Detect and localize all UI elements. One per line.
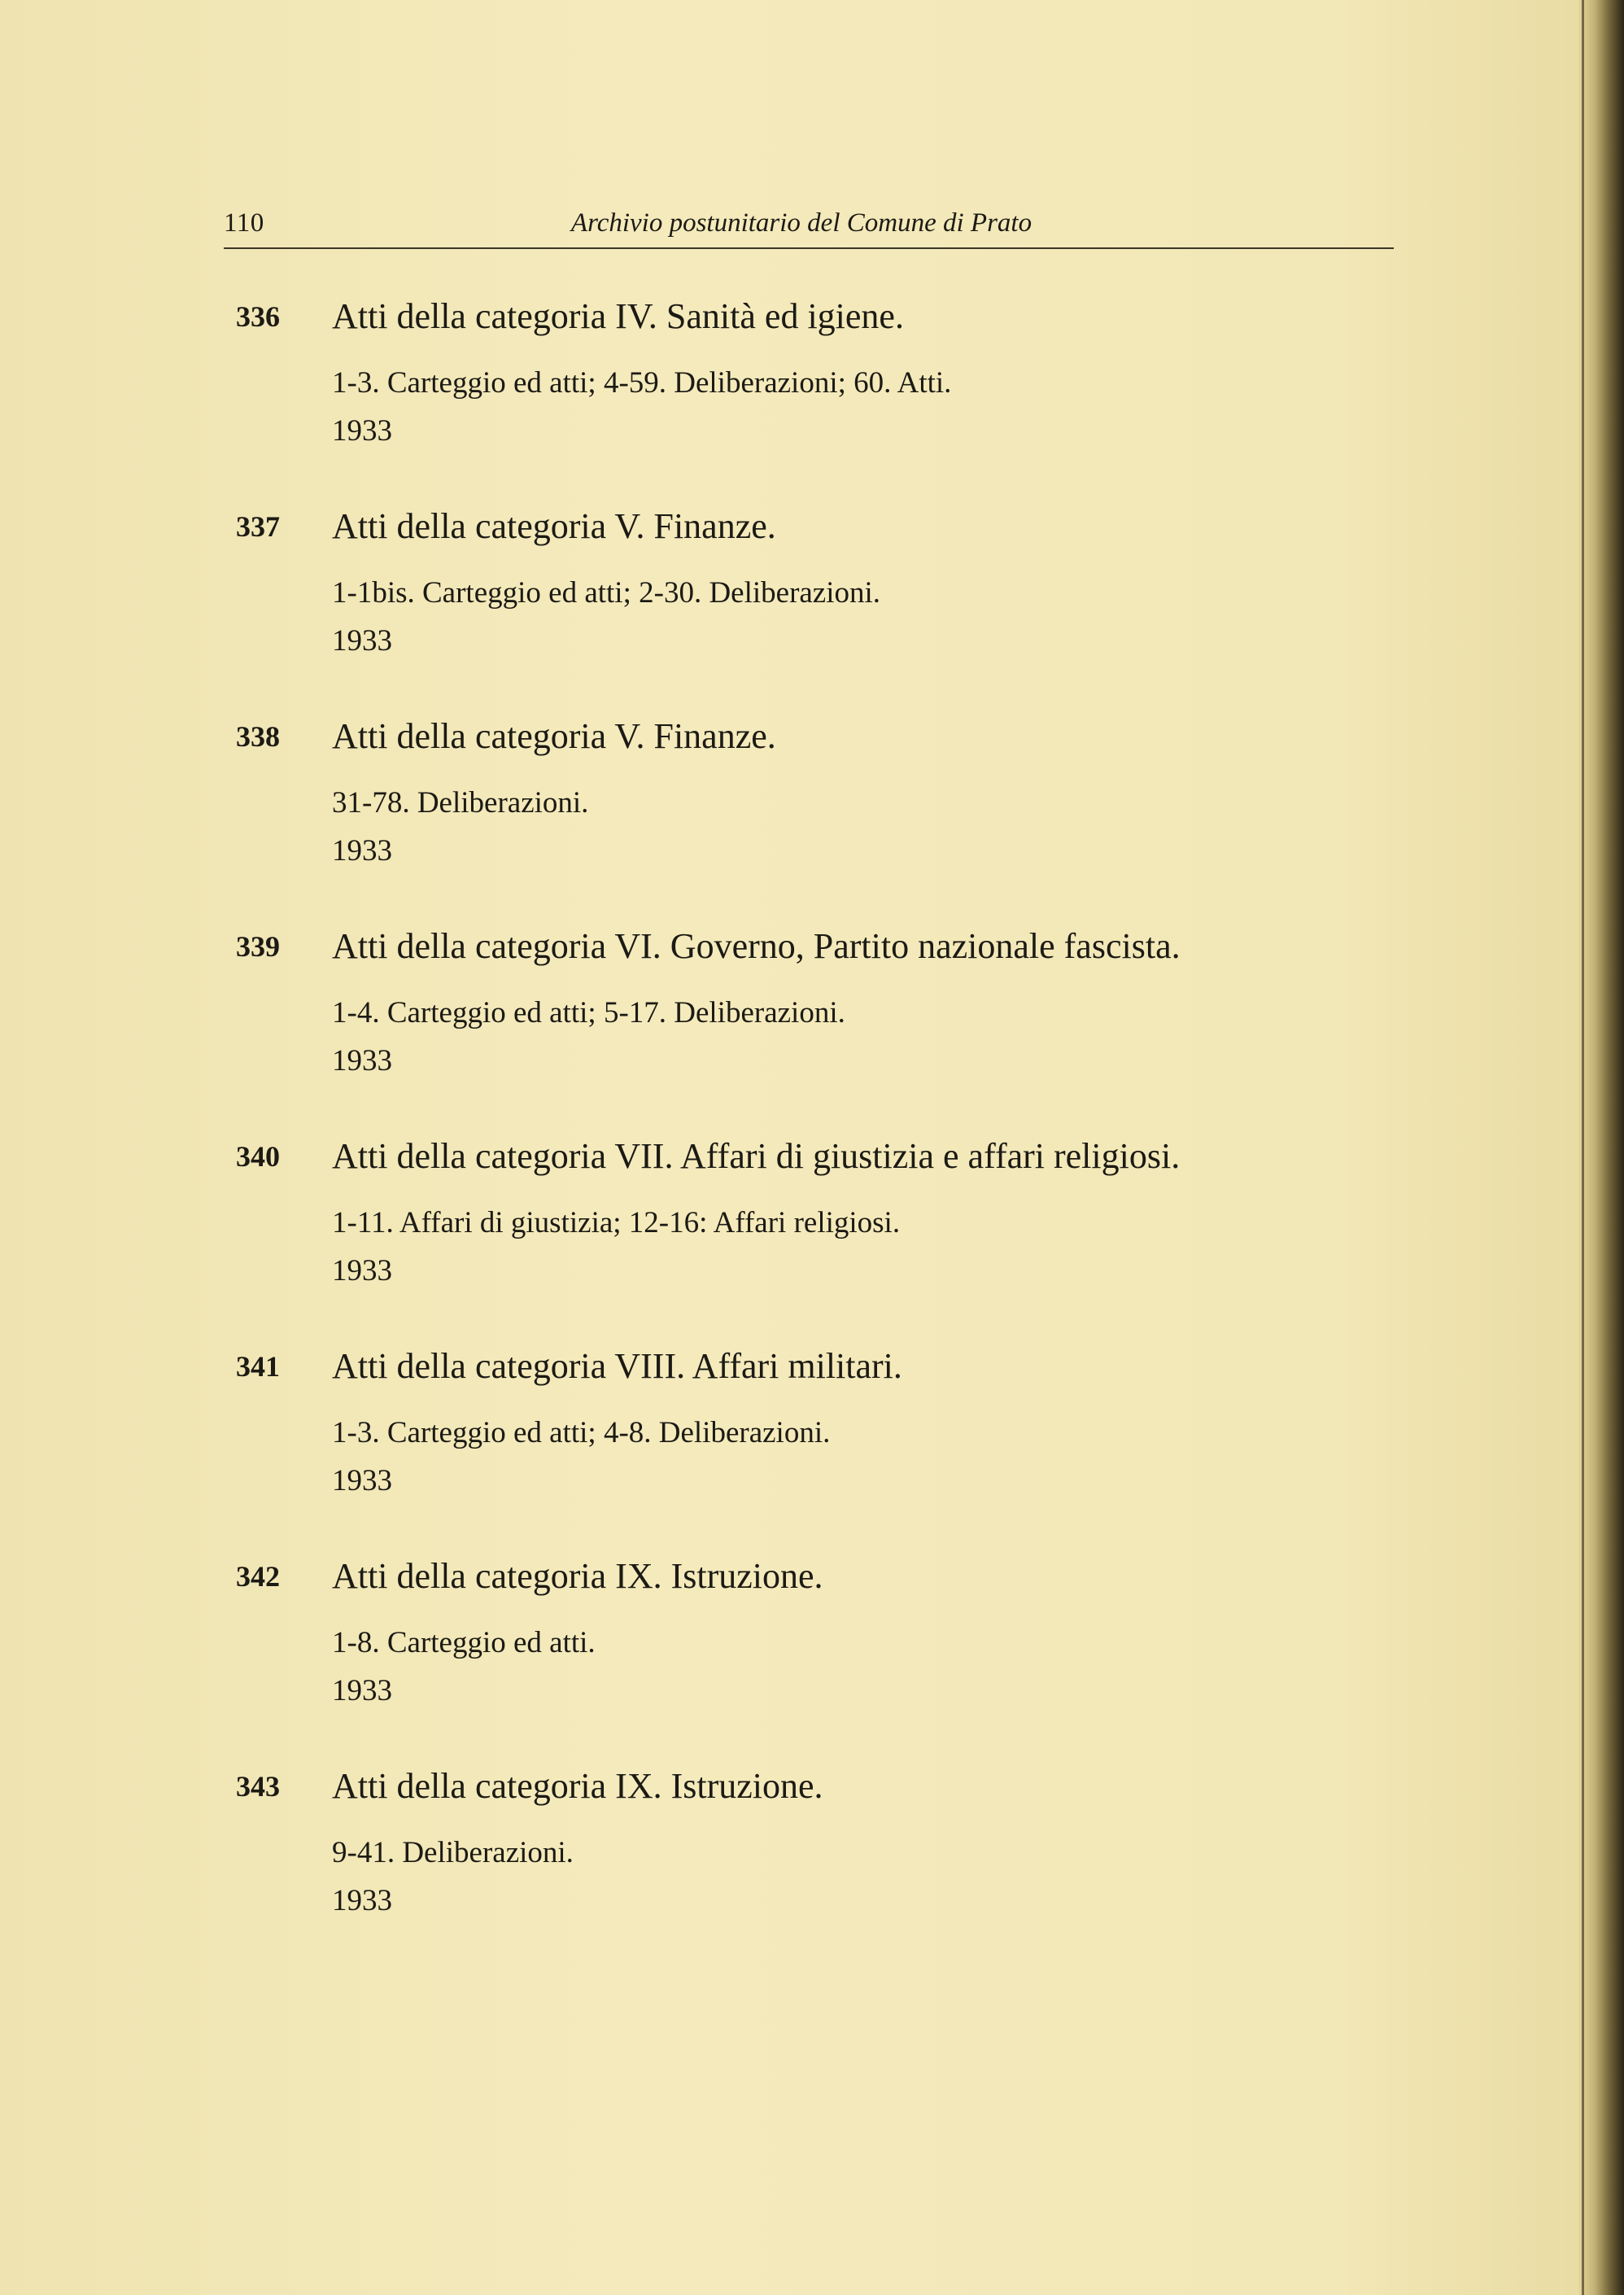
entry-number: 339 bbox=[236, 930, 280, 963]
entry-year: 1933 bbox=[332, 1674, 392, 1707]
book-spine bbox=[1578, 0, 1624, 2295]
entry-title: Atti della categoria IX. Istruzione. bbox=[332, 1766, 823, 1806]
entry-description: 1-1bis. Carteggio ed atti; 2-30. Deliberazioni. bbox=[332, 576, 881, 610]
entry-338 bbox=[236, 717, 1375, 927]
entry-year: 1933 bbox=[332, 834, 392, 868]
entry-description: 1-3. Carteggio ed atti; 4-8. Deliberazioni. bbox=[332, 1416, 831, 1449]
page-header bbox=[224, 202, 1394, 249]
entry-year: 1933 bbox=[332, 1254, 392, 1287]
entry-description: 1-11. Affari di giustizia; 12-16: Affari religiosi. bbox=[332, 1206, 901, 1239]
entry-336 bbox=[236, 297, 1375, 507]
entry-title: Atti della categoria IX. Istruzione. bbox=[332, 1556, 823, 1596]
entry-number: 337 bbox=[236, 510, 280, 543]
entry-year: 1933 bbox=[332, 1044, 392, 1078]
spine-edge bbox=[1582, 0, 1584, 2295]
entry-description: 9-41. Deliberazioni. bbox=[332, 1836, 574, 1869]
entry-title: Atti della categoria VII. Affari di giustizia e affari religiosi. bbox=[332, 1136, 1181, 1176]
running-title: Archivio postunitario del Comune di Prato bbox=[570, 208, 1032, 238]
entry-description: 1-8. Carteggio ed atti. bbox=[332, 1626, 596, 1659]
entry-year: 1933 bbox=[332, 414, 392, 448]
page-number: 110 bbox=[224, 208, 264, 238]
entry-number: 336 bbox=[236, 300, 280, 333]
entry-number: 342 bbox=[236, 1560, 280, 1593]
entry-number: 338 bbox=[236, 720, 280, 753]
entry-342 bbox=[236, 1557, 1375, 1767]
entry-title: Atti della categoria V. Finanze. bbox=[332, 506, 776, 546]
entry-343 bbox=[236, 1767, 1375, 1977]
entry-title: Atti della categoria VI. Governo, Partito nazionale fascista. bbox=[332, 926, 1181, 966]
entry-337 bbox=[236, 507, 1375, 717]
entry-description: 31-78. Deliberazioni. bbox=[332, 786, 589, 820]
entry-year: 1933 bbox=[332, 1464, 392, 1497]
entry-list bbox=[236, 297, 1375, 1977]
entry-title: Atti della categoria V. Finanze. bbox=[332, 716, 776, 756]
entry-title: Atti della categoria VIII. Affari militari. bbox=[332, 1346, 902, 1386]
entry-number: 343 bbox=[236, 1770, 280, 1803]
entry-341 bbox=[236, 1347, 1375, 1557]
entry-year: 1933 bbox=[332, 624, 392, 658]
entry-description: 1-4. Carteggio ed atti; 5-17. Deliberazioni. bbox=[332, 996, 845, 1029]
entry-title: Atti della categoria IV. Sanità ed igiene. bbox=[332, 296, 904, 336]
entry-number: 340 bbox=[236, 1140, 280, 1173]
entry-339 bbox=[236, 927, 1375, 1137]
entry-year: 1933 bbox=[332, 1884, 392, 1917]
entry-description: 1-3. Carteggio ed atti; 4-59. Deliberazioni; 60. Atti. bbox=[332, 366, 952, 400]
entry-number: 341 bbox=[236, 1350, 280, 1383]
entry-340 bbox=[236, 1137, 1375, 1347]
